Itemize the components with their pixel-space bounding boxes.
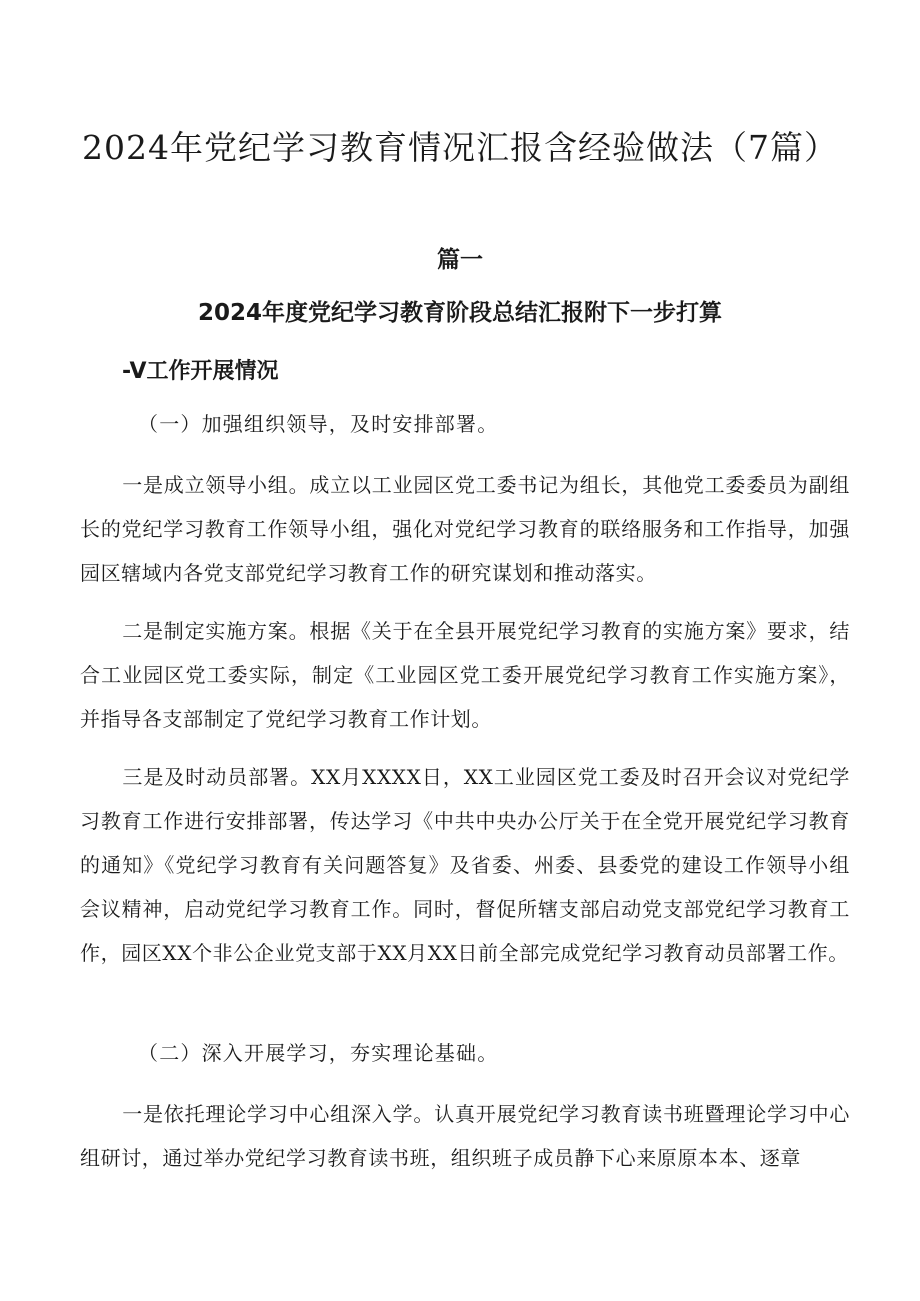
paragraph-study-center	[80, 1092, 850, 1180]
paragraph-text: 一是依托理论学习中心组深入学。认真开展党纪学习教育读书班暨理论学习中心组研讨，通过举办党纪学习教育读书班，组织班子成员静下心来原原本本、逐章	[80, 1102, 850, 1170]
subheading-organization: （一）加强组织领导，及时安排部署。	[138, 412, 499, 436]
subheading-study: （二）深入开展学习，夯实理论基础。	[138, 1041, 499, 1065]
paragraph-mobilization	[80, 755, 850, 975]
paragraph-text: 三是及时动员部署。XX月XXXX日，XX工业园区党工委及时召开会议对党纪学习教育工作进行安排部署，传达学习《中共中央办公厅关于在全党开展党纪学习教育的通知》《党纪学习教育有关问题答复》及省委、州委、县委党的建设工作领导小组会议精神，启动党纪学习教育工作。同时，督促所辖支部启动党支部党纪学习教育工作，园区XX个非公企业党支部于XX月XX日前全部完成党纪学习教育动员部署工作。	[80, 765, 850, 965]
section-subtitle: 2024年度党纪学习教育阶段总结汇报附下一步打算	[197, 300, 722, 326]
paragraph-implementation-plan	[80, 609, 850, 741]
paragraph-text: 二是制定实施方案。根据《关于在全县开展党纪学习教育的实施方案》要求，结合工业园区党工委实际，制定《工业园区党工委开展党纪学习教育工作实施方案》，并指导各支部制定了党纪学习教育工作计划。	[80, 619, 850, 731]
document-title: 2024年党纪学习教育情况汇报含经验做法（7篇）	[82, 128, 838, 167]
paragraph-leading-group	[80, 463, 850, 595]
paragraph-text: 一是成立领导小组。成立以工业园区党工委书记为组长，其他党工委委员为副组长的党纪学习教育工作领导小组，强化对党纪学习教育的联络服务和工作指导，加强园区辖域内各党支部党纪学习教育工作的研究谋划和推动落实。	[80, 473, 850, 585]
section-label: 篇一	[437, 247, 483, 273]
heading-work-progress: -V工作开展情况	[122, 359, 279, 384]
